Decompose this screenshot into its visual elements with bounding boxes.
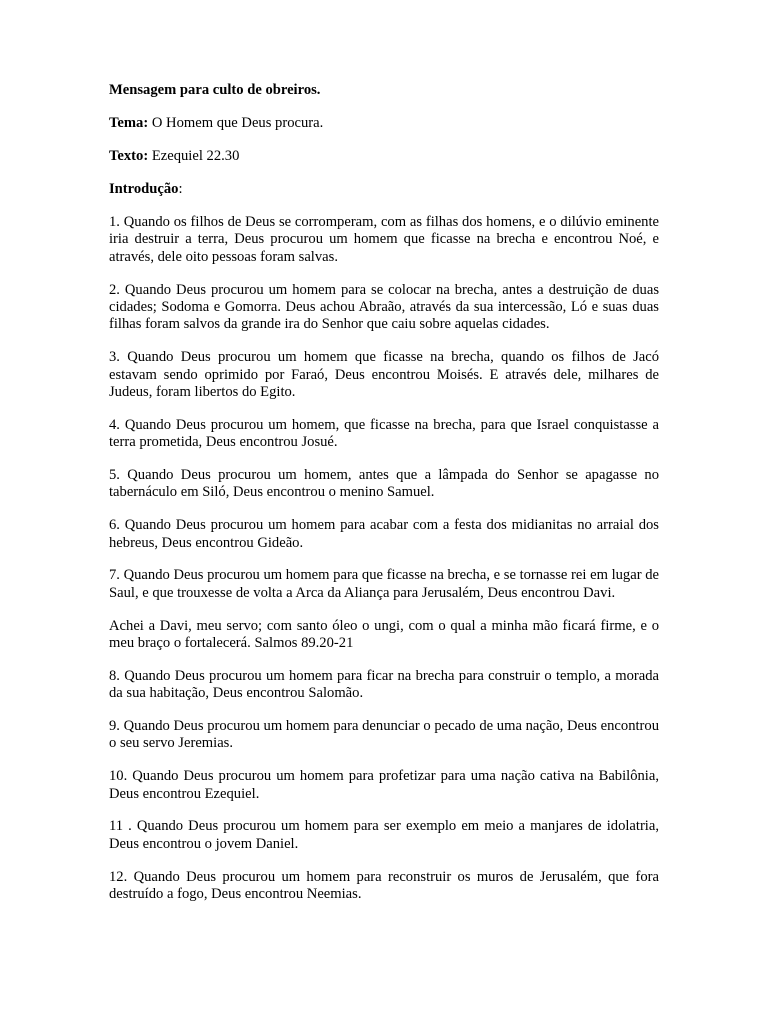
- quote-salmos: Achei a Davi, meu servo; com santo óleo o ungi, com o qual a minha mão ficará firme, e o meu braço o fortalecerá. Salmos 89.20-21: [109, 617, 659, 652]
- introducao-label: Introdução: [109, 181, 179, 197]
- tema-label: Tema:: [109, 115, 149, 131]
- paragraph-2: 2. Quando Deus procurou um homem para se colocar na brecha, antes a destruição de duas cidades; Sodoma e Gomorra. Deus achou Abraão, através da sua intercessão, Ló e suas duas filhas foram salvos da grande ira do Senhor que caiu sobre aquelas cidades.: [109, 281, 659, 333]
- document-page: [109, 82, 659, 919]
- paragraph-8: 8. Quando Deus procurou um homem para ficar na brecha para construir o templo, a morada da sua habitação, Deus encontrou Salomão.: [109, 667, 659, 702]
- document-heading: [109, 82, 659, 99]
- texto-value: Ezequiel 22.30: [148, 148, 240, 164]
- texto-label: Texto:: [109, 148, 149, 164]
- introducao-suffix: :: [178, 181, 183, 197]
- introducao-line: [109, 181, 659, 198]
- paragraph-10: 10. Quando Deus procurou um homem para profetizar para uma nação cativa na Babilônia, Deus encontrou Ezequiel.: [109, 768, 659, 802]
- paragraph-9: 9. Quando Deus procurou um homem para denunciar o pecado de uma nação, Deus encontrou o seu servo Jeremias.: [109, 718, 659, 752]
- tema-line: [109, 115, 659, 132]
- paragraph-7: 7. Quando Deus procurou um homem para que ficasse na brecha, e se tornasse rei em lugar de Saul, e que trouxesse de volta a Arca da Aliança para Jerusalém, Deus encontrou Davi.: [109, 567, 659, 601]
- paragraph-12: 12. Quando Deus procurou um homem para reconstruir os muros de Jerusalém, que fora destruído a fogo, Deus encontrou Neemias.: [109, 868, 659, 903]
- heading-text: Mensagem para culto de obreiros.: [109, 82, 321, 98]
- paragraph-5: 5. Quando Deus procurou um homem, antes que a lâmpada do Senhor se apagasse no tabernáculo em Siló, Deus encontrou o menino Samuel.: [109, 467, 659, 501]
- paragraph-4: 4. Quando Deus procurou um homem, que ficasse na brecha, para que Israel conquistasse a terra prometida, Deus encontrou Josué.: [109, 416, 659, 451]
- paragraph-3: 3. Quando Deus procurou um homem que ficasse na brecha, quando os filhos de Jacó estavam sendo oprimido por Faraó, Deus encontrou Moisés. E através dele, milhares de Judeus, foram libertos do Egito.: [109, 349, 659, 401]
- texto-line: [109, 148, 659, 165]
- paragraph-1: 1. Quando os filhos de Deus se corromperam, com as filhas dos homens, e o dilúvio eminente iria destruir a terra, Deus procurou um homem que ficasse na brecha e encontrou Noé, e através, dele oito pessoas foram salvas.: [109, 214, 659, 265]
- paragraph-6: 6. Quando Deus procurou um homem para acabar com a festa dos midianitas no arraial dos hebreus, Deus encontrou Gideão.: [109, 517, 659, 551]
- paragraph-11: 11 . Quando Deus procurou um homem para ser exemplo em meio a manjares de idolatria, Deus encontrou o jovem Daniel.: [109, 818, 659, 852]
- tema-value: O Homem que Deus procura.: [148, 115, 324, 131]
